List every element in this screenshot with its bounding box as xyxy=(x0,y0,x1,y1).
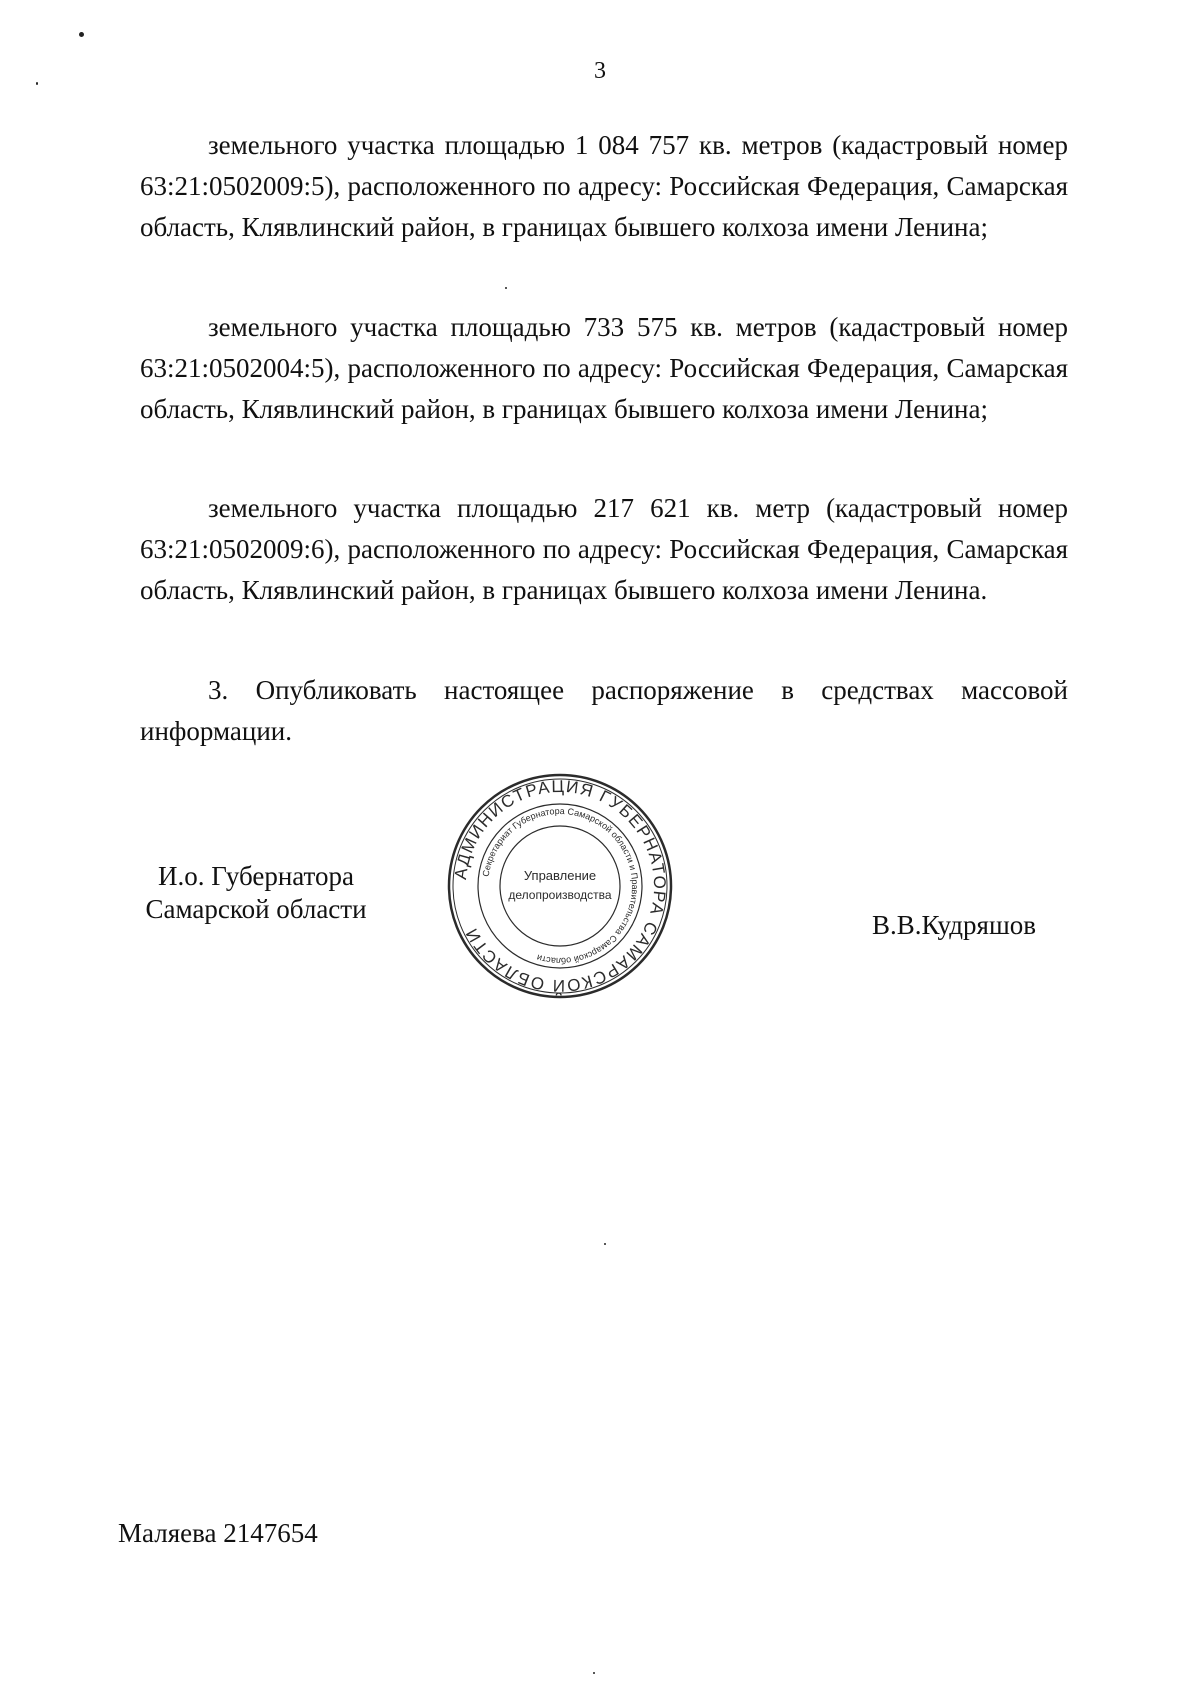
signatory-title-line2: Самарской области xyxy=(145,893,367,924)
scan-speck xyxy=(505,287,507,289)
scan-speck xyxy=(604,1243,606,1245)
seal-inner-text: Секретариат Губернатора Самарской области и Правительства Самарской области xyxy=(480,805,641,967)
scan-speck xyxy=(36,82,38,85)
signatory-title xyxy=(136,860,376,926)
svg-text:Секретариат Губернатора Самарс xyxy=(481,806,640,966)
paragraph-publication-clause: 3. Опубликовать настоящее распоряжение в средствах массовой информации. xyxy=(140,675,1068,747)
scan-speck xyxy=(593,1672,595,1674)
paragraph-land-plot-2: земельного участка площадью 733 575 кв. метров (кадастровый номер 63:21:0502004:5), расположенного по адресу: Российская Федерация, Самарская область, Клявлинский район, в границах бывшего колхоза имени Ленина; xyxy=(140,312,1068,425)
scan-speck xyxy=(79,32,84,37)
seal-center-line1: Управление xyxy=(523,868,597,883)
seal-outer-text: АДМИНИСТРАЦИЯ ГУБЕРНАТОРА САМАРСКОЙ ОБЛАСТИ xyxy=(451,776,670,996)
paragraph-land-plot-1: земельного участка площадью 1 084 757 кв. метров (кадастровый номер 63:21:0502009:5), расположенного по адресу: Российская Федерация, Самарская область, Клявлинский район, в границах бывшего колхоза имени Ленина; xyxy=(140,130,1068,243)
official-seal xyxy=(446,772,674,1000)
signatory-title-line1: И.о. Губернатора xyxy=(157,861,354,891)
page-number: 3 xyxy=(594,58,606,84)
paragraph-land-plot-3: земельного участка площадью 217 621 кв. метр (кадастровый номер 63:21:0502009:6), расположенного по адресу: Российская Федерация, Самарская область, Клявлинский район, в границах бывшего колхоза имени Ленина. xyxy=(140,493,1068,606)
seal-center-line2: делопроизводства xyxy=(508,888,612,902)
executor-contact: Маляева 2147654 xyxy=(118,1518,318,1548)
signatory-name: В.В.Кудряшов xyxy=(872,910,1036,940)
